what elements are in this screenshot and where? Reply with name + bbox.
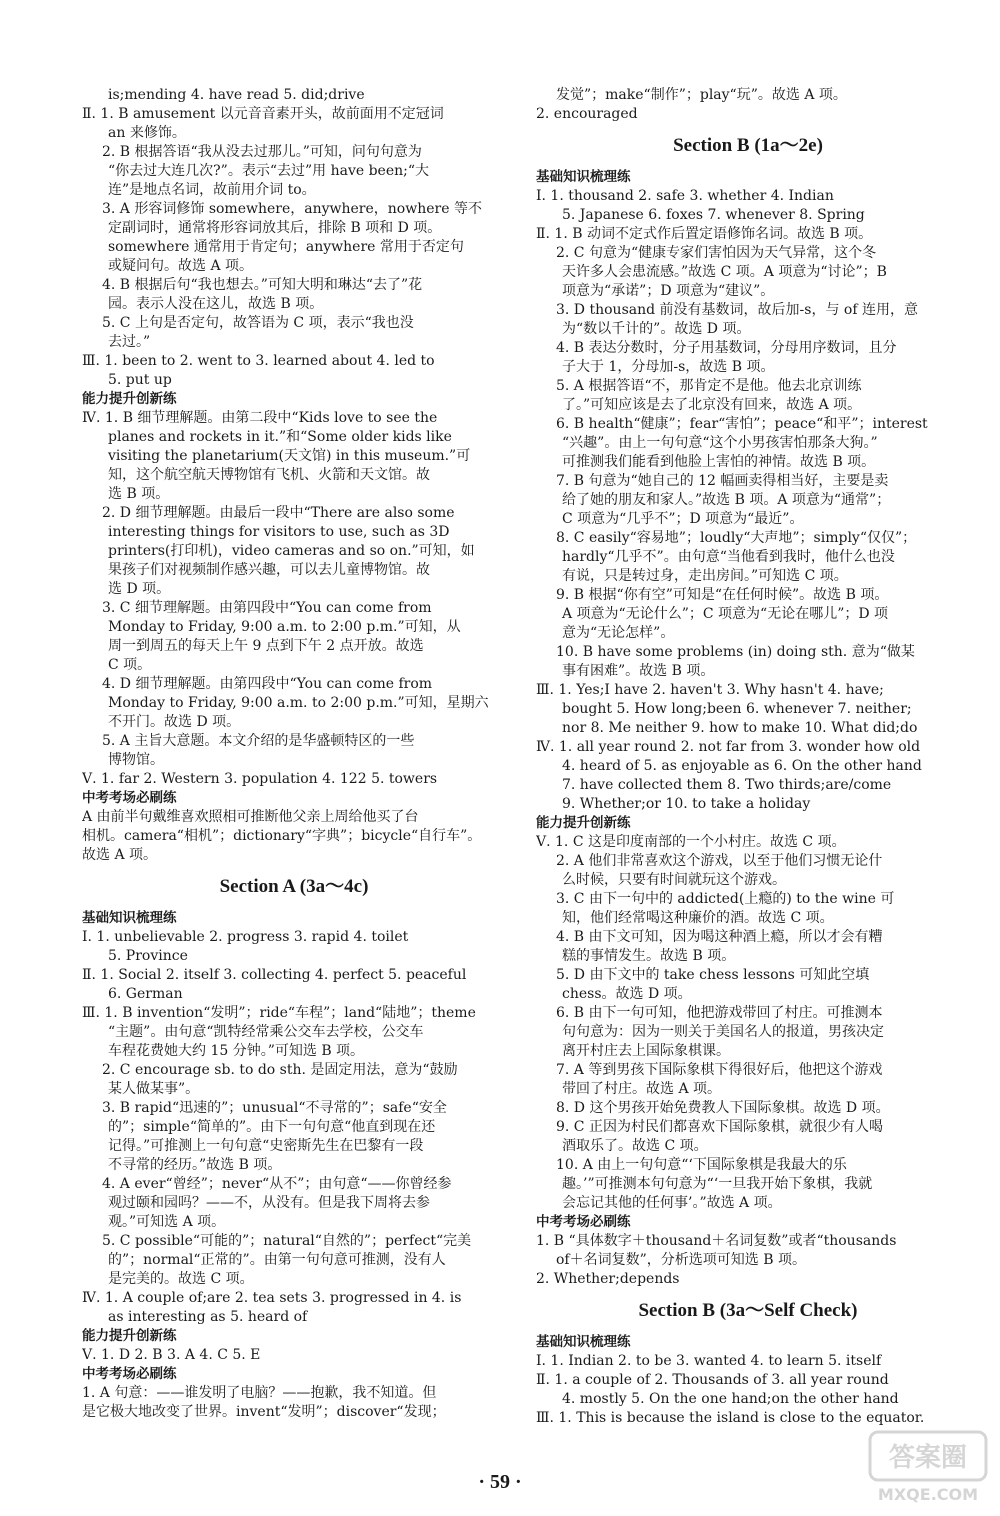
text-line: interesting things for visitors to use, such as 3D: [108, 524, 450, 540]
text-line: 为“数以千计的”。故选 D 项。: [562, 321, 751, 337]
text-line: 子大于 1，分母加-s，故选 B 项。: [562, 359, 775, 375]
text-line: 了。”可知应该是去了北京没有回来，故选 A 项。: [562, 397, 862, 413]
text-line: 或疑问句。故选 A 项。: [108, 258, 254, 274]
text-line: 5. Province: [108, 948, 188, 964]
text-line: 1. B “具体数字＋thousand＋名词复数”或者“thousands: [536, 1233, 897, 1249]
text-line: hardly“几乎不”。由句意“当他看到我时，他什么也没: [562, 549, 895, 565]
text-line: 4. D 细节理解题。由第四段中“You can come from: [102, 676, 433, 692]
text-line: 4. B 由下文可知，因为喝这种酒上瘾，所以才会有糟: [556, 929, 883, 945]
text-line: 事有困难”。故选 B 项。: [562, 663, 715, 679]
subsection-heading: 能力提升创新练: [82, 391, 177, 407]
text-line: Ⅴ. 1. far 2. Western 3. population 4. 122 5. towers: [82, 771, 438, 787]
text-line: 天许多人会患流感。”故选 C 项。A 项意为“讨论”；B: [562, 264, 887, 280]
text-line: Ⅲ. 1. been to 2. went to 3. learned about 4. led to: [82, 353, 435, 369]
text-line: 6. B health“健康”；fear“害怕”；peace“和平”；interest: [556, 416, 928, 432]
text-line: 是它极大地改变了世界。invent“发明”；discover“发现；: [82, 1404, 446, 1420]
text-line: chess。故选 D 项。: [562, 986, 692, 1002]
text-line: 9. Whether;or 10. to take a holiday: [562, 796, 811, 812]
text-line: Ⅴ. 1. C 这是印度南部的一个小村庄。故选 C 项。: [536, 834, 846, 850]
text-line: 么时候，只要有时间就玩这个游戏。: [562, 872, 786, 888]
text-line: 7. B 句意为“她自己的 12 幅画卖得相当好，主要是卖: [556, 473, 889, 489]
text-line: Ⅰ. 1. thousand 2. safe 3. whether 4. Indian: [536, 188, 834, 204]
text-line: 8. C easily“容易地”；loudly“大声地”；simply“仅仅”；: [556, 530, 917, 546]
text-line: 3. D thousand 前没有基数词，故后加-s，与 of 连用，意: [556, 302, 918, 318]
section-heading: Section A (3a～4c): [219, 876, 369, 897]
text-line: 定副词时，通常将形容词放其后，排除 B 项和 D 项。: [108, 220, 442, 236]
text-line: 意为“无论怎样”。: [562, 625, 675, 641]
text-line: 车程花费她大约 15 分钟。”可知选 B 项。: [108, 1043, 365, 1059]
watermark-logo: [868, 1430, 988, 1506]
text-line: planes and rockets in it.”和“Some older kids like: [108, 429, 452, 445]
right-column: [536, 86, 960, 1428]
text-line: 6. German: [108, 986, 183, 1002]
text-line: nor 8. Me neither 9. how to make 10. What did;do: [562, 720, 918, 736]
text-line: Ⅲ. 1. Yes;I have 2. haven't 3. Why hasn't 4. have;: [536, 682, 884, 698]
text-line: “兴趣”。由上一句句意“这个小男孩害怕那条大狗。”: [562, 435, 878, 451]
subsection-heading: 中考考场必刷练: [82, 790, 177, 806]
text-line: is;mending 4. have read 5. did;drive: [108, 87, 365, 103]
text-line: Ⅱ. 1. Social 2. itself 3. collecting 4. perfect 5. peaceful: [82, 967, 467, 983]
text-line: 7. have collected them 8. Two thirds;are/come: [562, 777, 892, 793]
text-line: Ⅰ. 1. unbelievable 2. progress 3. rapid 4. toilet: [82, 929, 409, 945]
text-line: 10. A 由上一句句意“‘下国际象棋是我最大的乐: [556, 1157, 847, 1173]
svg-text:MXQE.COM: MXQE.COM: [877, 1485, 979, 1504]
text-line: 连”是地点名词，故前用介词 to。: [108, 182, 316, 198]
text-line: 周一到周五的每天上午 9 点到下午 2 点开放。故选: [108, 638, 424, 654]
text-line: 2. Whether;depends: [536, 1271, 680, 1287]
text-line: 5. D 由下文中的 take chess lessons 可知此空填: [556, 967, 870, 983]
text-line: 知，他们经常喝这种廉价的酒。故选 C 项。: [562, 910, 834, 926]
text-line: 可推测我们能看到他脸上害怕的神情。故选 B 项。: [562, 454, 876, 470]
page-number: · 59 ·: [478, 1471, 522, 1493]
subsection-heading: 中考考场必刷练: [536, 1214, 631, 1230]
text-line: 博物馆。: [108, 752, 164, 768]
text-line: 8. D 这个男孩开始免费教人下国际象棋。故选 D 项。: [556, 1100, 890, 1116]
text-line: bought 5. How long;been 6. whenever 7. neither;: [562, 701, 912, 717]
text-line: Ⅳ. 1. A couple of;are 2. tea sets 3. progressed in 4. is: [82, 1290, 462, 1306]
text-line: 离开村庄去上国际象棋课。: [562, 1043, 730, 1059]
text-line: A 项意为“无论什么”；C 项意为“无论在哪儿”；D 项: [562, 606, 889, 622]
text-line: 7. A 等到男孩下国际象棋下得很好后，他把这个游戏: [556, 1062, 883, 1078]
text-line: 果孩子们对视频制作感兴趣，可以去儿童博物馆。故: [108, 562, 430, 578]
text-line: 2. C 句意为“健康专家们害怕因为天气异常，这个冬: [556, 245, 877, 261]
text-line: 相机。camera“相机”；dictionary“字典”；bicycle“自行车”。: [82, 828, 482, 844]
text-line: 5. C possible“可能的”；natural“自然的”；perfect“完美: [102, 1233, 472, 1249]
subsection-heading: 能力提升创新练: [82, 1328, 177, 1344]
text-line: 句句意为：因为一则关于美国名人的报道，男孩决定: [562, 1024, 884, 1040]
text-line: 5. C 上句是否定句，故答语为 C 项，表示“我也没: [102, 315, 414, 331]
subsection-heading: 能力提升创新练: [536, 815, 631, 831]
text-line: 4. mostly 5. On the one hand;on the other hand: [562, 1391, 899, 1407]
text-line: Ⅴ. 1. D 2. B 3. A 4. C 5. E: [82, 1347, 261, 1363]
text-line: 糕的事情发生。故选 B 项。: [562, 948, 736, 964]
text-line: Ⅲ. 1. B invention“发明”；ride“车程”；land“陆地”；theme: [82, 1005, 476, 1021]
text-line: Monday to Friday, 9:00 a.m. to 2:00 p.m.”可知，从: [108, 619, 461, 635]
text-line: 9. C 正因为村民们都喜欢下国际象棋，就很少有人喝: [556, 1119, 883, 1135]
text-line: 观过颐和园吗？——不，从没有。但是我下周将去参: [108, 1195, 430, 1211]
text-line: 去过。”: [108, 334, 151, 350]
text-line: 2. A 他们非常喜欢这个游戏，以至于他们习惯无论什: [556, 853, 883, 869]
text-line: 9. B 根据“你有空”可知是“在任何时候”。故选 B 项。: [556, 587, 889, 603]
text-line: 故选 A 项。: [82, 847, 158, 863]
text-line: 趣。’”可推测本句句意为“‘一旦我开始下象棋，我就: [562, 1176, 873, 1192]
text-line: 选 D 项。: [108, 581, 171, 597]
section-heading: Section B (3a～Self Check): [638, 1300, 858, 1321]
text-line: “你去过大连几次?”。表示“去过”用 have been;“大: [108, 163, 430, 179]
text-line: 知，这个航空航天博物馆有飞机、火箭和天文馆。故: [108, 467, 430, 483]
text-line: Ⅰ. 1. Indian 2. to be 3. wanted 4. to learn 5. itself: [536, 1353, 882, 1369]
text-line: 记得。”可推测上一句句意“史密斯先生在巴黎有一段: [108, 1138, 424, 1154]
text-line: 不开门。故选 D 项。: [108, 714, 241, 730]
text-line: 5. A 根据答语“不，那肯定不是他。他去北京训练: [556, 378, 862, 394]
text-line: 2. C encourage sb. to do sth. 是固定用法，意为“鼓励: [102, 1062, 458, 1078]
text-line: Ⅱ. 1. B 动词不定式作后置定语修饰名词。故选 B 项。: [536, 226, 873, 242]
text-line: 有说，只是转过身，走出房间。”可知选 C 项。: [562, 568, 848, 584]
text-line: Ⅲ. 1. This is because the island is close to the equator.: [536, 1410, 925, 1426]
text-line: 4. B 表达分数时，分子用基数词，分母用序数词，且分: [556, 340, 897, 356]
text-line: 园。表示人没在这儿，故选 B 项。: [108, 296, 324, 312]
svg-text:答案圈: 答案圈: [888, 1443, 968, 1473]
text-line: 2. B 根据答语“我从没去过那儿。”可知，问句句意为: [102, 144, 422, 160]
text-line: an 来修饰。: [108, 125, 186, 141]
text-line: A 由前半句戴维喜欢照相可推断他父亲上周给他买了台: [82, 809, 419, 825]
text-line: 某人做某事”。: [108, 1081, 200, 1097]
text-line: 5. put up: [108, 372, 172, 388]
text-line: 5. A 主旨大意题。本文介绍的是华盛顿特区的一些: [102, 733, 415, 749]
text-line: Monday to Friday, 9:00 a.m. to 2:00 p.m.”可知，星期六: [108, 695, 489, 711]
left-column: [82, 86, 506, 1422]
text-line: 是完美的。故选 C 项。: [108, 1271, 254, 1287]
subsection-heading: 基础知识梳理练: [82, 910, 177, 926]
text-line: C 项意为“几乎不”；D 项意为“最近”。: [562, 511, 804, 527]
text-line: 4. A ever“曾经”；never“从不”；由句意“——你曾经参: [102, 1176, 452, 1192]
subsection-heading: 基础知识梳理练: [536, 169, 631, 185]
text-line: 1. A 句意：——谁发明了电脑？——抱歉，我不知道。但: [82, 1385, 437, 1401]
text-line: 3. A 形容词修饰 somewhere，anywhere，nowhere 等不: [102, 201, 482, 217]
text-line: somewhere 通常用于肯定句；anywhere 常用于否定句: [108, 239, 464, 255]
text-line: 给了她的朋友和家人。”故选 B 项。A 项意为“通常”；: [562, 492, 891, 508]
text-line: 4. B 根据后句“我也想去。”可知大明和琳达“去了”花: [102, 277, 423, 293]
text-line: 5. Japanese 6. foxes 7. whenever 8. Spring: [562, 207, 865, 223]
text-line: 3. B rapid“迅速的”；unusual“不寻常的”；safe“安全: [102, 1100, 447, 1116]
text-line: 的”；normal“正常的”。由第一句句意可推测，没有人: [108, 1252, 446, 1268]
text-line: 发觉”；make“制作”；play“玩”。故选 A 项。: [556, 87, 847, 103]
subsection-heading: 中考考场必刷练: [82, 1366, 177, 1382]
text-line: 的”；simple“简单的”。由下一句句意“他直到现在还: [108, 1119, 436, 1135]
text-line: 2. D 细节理解题。由最后一段中“There are also some: [102, 505, 455, 521]
text-line: 2. encouraged: [536, 106, 638, 122]
subsection-heading: 基础知识梳理练: [536, 1334, 631, 1350]
text-line: 3. C 细节理解题。由第四段中“You can come from: [102, 600, 432, 616]
text-line: 10. B have some problems (in) doing sth. 意为“做某: [556, 644, 915, 660]
text-line: 4. heard of 5. as enjoyable as 6. On the other hand: [562, 758, 922, 774]
text-line: 观。”可知选 A 项。: [108, 1214, 226, 1230]
text-line: 项意为“承诺”；D 项意为“建议”。: [562, 283, 775, 299]
text-line: visiting the planetarium(天文馆) in this museum.”可: [108, 448, 471, 464]
section-heading: Section B (1a～2e): [673, 135, 823, 156]
text-line: of＋名词复数”，分析选项可知选 B 项。: [556, 1252, 806, 1268]
text-line: 酒取乐了。故选 C 项。: [562, 1138, 708, 1154]
text-line: 3. C 由下一句中的 addicted(上瘾的) to the wine 可: [556, 891, 895, 907]
text-line: 6. B 由下一句可知，他把游戏带回了村庄。可推测本: [556, 1005, 883, 1021]
text-line: 带回了村庄。故选 A 项。: [562, 1081, 722, 1097]
text-line: 会忘记其他的任何事’。”故选 A 项。: [562, 1195, 782, 1211]
text-line: 不寻常的经历。”故选 B 项。: [108, 1157, 282, 1173]
text-line: printers(打印机)，video cameras and so on.”可知，如: [108, 543, 475, 559]
text-line: C 项。: [108, 657, 152, 673]
text-line: Ⅱ. 1. B amusement 以元音音素开头，故前面用不定冠词: [82, 106, 444, 122]
text-line: Ⅱ. 1. a couple of 2. Thousands of 3. all year round: [536, 1372, 889, 1388]
text-line: “主题”。由句意“凯特经常乘公交车去学校，公交车: [108, 1024, 424, 1040]
text-line: Ⅳ. 1. all year round 2. not far from 3. wonder how old: [536, 739, 921, 755]
text-line: Ⅳ. 1. B 细节理解题。由第二段中“Kids love to see the: [82, 410, 438, 426]
text-line: 选 B 项。: [108, 486, 170, 502]
text-line: as interesting as 5. heard of: [108, 1309, 308, 1325]
